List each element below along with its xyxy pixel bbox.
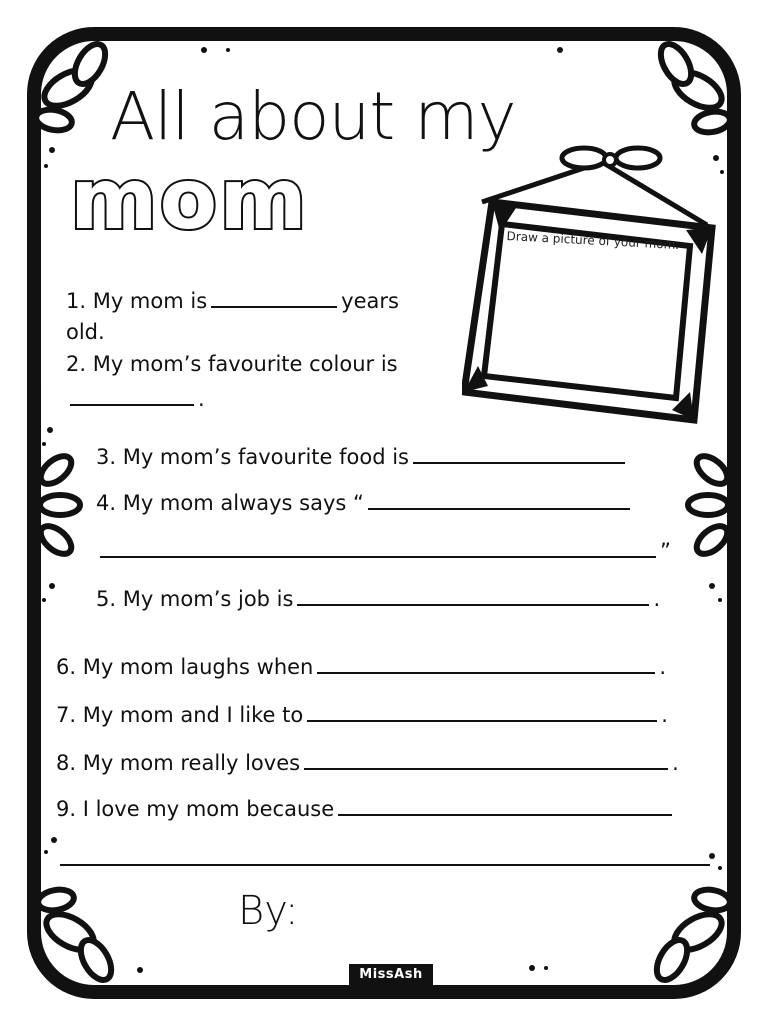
title-line-1: All about my	[110, 78, 516, 155]
question-1	[66, 288, 399, 313]
question-8-answer-blank[interactable]	[304, 750, 668, 770]
question-1-continuation-text: old.	[66, 320, 105, 344]
question-4-continuation	[96, 538, 671, 563]
question-5	[96, 586, 660, 611]
question-7-prefix: 7. My mom and I like to	[56, 703, 304, 727]
question-1-prefix: 1. My mom is	[66, 289, 208, 313]
question-2-continuation	[66, 386, 205, 411]
question-9-answer-blank-line-2[interactable]	[60, 846, 710, 866]
question-8	[56, 750, 679, 775]
question-4-closing-quote: ”	[660, 539, 671, 563]
title-mom: mom	[70, 150, 309, 248]
question-6-answer-blank[interactable]	[317, 654, 655, 674]
question-2	[66, 352, 398, 376]
question-6-suffix: .	[659, 655, 667, 679]
frame-caption: Draw a picture of your mom.	[506, 229, 680, 253]
question-9-answer-blank[interactable]	[338, 796, 672, 816]
question-5-prefix: 5. My mom’s job is	[96, 587, 294, 611]
question-6	[56, 654, 666, 679]
question-1-answer-blank[interactable]	[211, 288, 337, 308]
question-9-continuation	[56, 846, 714, 866]
question-6-prefix: 6. My mom laughs when	[56, 655, 314, 679]
question-5-answer-blank[interactable]	[297, 586, 649, 606]
question-8-prefix: 8. My mom really loves	[56, 751, 301, 775]
side-flourish-right	[688, 451, 732, 559]
question-9-prefix: 9. I love my mom because	[56, 797, 335, 821]
question-1-continuation	[66, 320, 105, 344]
picture-frame	[462, 140, 722, 425]
question-3-answer-blank[interactable]	[413, 444, 625, 464]
question-3	[96, 444, 629, 469]
question-7-suffix: .	[661, 703, 668, 727]
question-7-answer-blank[interactable]	[307, 702, 657, 722]
signature-label: By:	[238, 888, 299, 934]
question-4-prefix: 4. My mom always says “	[96, 491, 364, 515]
question-2-prefix: 2. My mom’s favourite colour is	[66, 352, 398, 376]
question-2-continuation-text: .	[198, 387, 205, 411]
question-2-answer-blank[interactable]	[70, 386, 194, 406]
question-4-answer-blank[interactable]	[368, 490, 630, 510]
question-1-suffix: years	[341, 289, 399, 313]
question-3-prefix: 3. My mom’s favourite food is	[96, 445, 410, 469]
question-4	[96, 490, 634, 515]
brand-tag: MissAsh	[349, 964, 433, 986]
question-5-suffix: .	[653, 587, 661, 611]
question-4-answer-blank-line-2[interactable]	[100, 538, 656, 558]
question-8-suffix: .	[672, 751, 679, 775]
side-flourish-left	[36, 451, 80, 559]
question-9	[56, 796, 676, 821]
question-7	[56, 702, 668, 727]
